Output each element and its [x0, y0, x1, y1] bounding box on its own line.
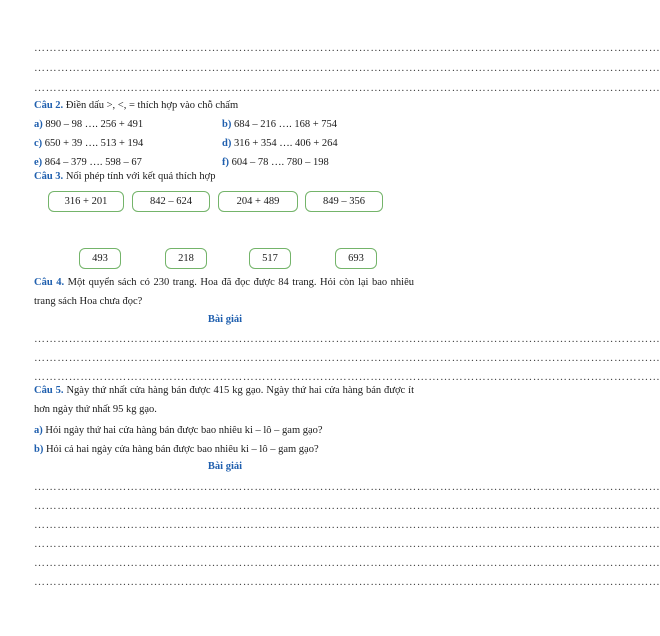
item-label: a) [34, 119, 43, 130]
answer-line: ……………………………………………………………………………………………………………………………………………… [34, 42, 660, 54]
expression-box[interactable]: 842 – 624 [132, 191, 210, 212]
result-box[interactable]: 493 [79, 248, 121, 269]
q2-item-d [222, 137, 338, 150]
question-4-label: Câu 4. [34, 277, 65, 288]
answer-line: ……………………………………………………………………………………………………………………………………………… [34, 576, 660, 588]
solution-title: Bài giải [207, 314, 243, 325]
result-box[interactable]: 218 [165, 248, 207, 269]
question-3-label: Câu 3. [34, 171, 64, 182]
item-label: b) [222, 119, 232, 130]
question-3-title [34, 170, 414, 183]
expression-box[interactable]: 204 + 489 [218, 191, 298, 212]
q5-part-a [34, 424, 323, 437]
item-label: d) [222, 138, 232, 149]
expression-box[interactable]: 316 + 201 [48, 191, 124, 212]
q2-item-b [222, 118, 337, 131]
answer-line: ……………………………………………………………………………………………………………………………………………… [34, 500, 660, 512]
item-text: 316 + 354 …. 406 + 264 [233, 138, 338, 149]
question-4-text: Một quyển sách có 230 trang. Hoa đã đọc được 84 trang. Hỏi còn lại bao nhiêu trang sách Hoa chưa đọc? [34, 277, 414, 307]
question-5 [34, 381, 414, 419]
result-box[interactable]: 693 [335, 248, 377, 269]
item-text: 890 – 98 …. 256 + 491 [45, 119, 144, 130]
answer-line: ……………………………………………………………………………………………………………………………………………… [34, 481, 660, 493]
item-text: 864 – 379 …. 598 – 67 [44, 157, 142, 168]
item-text: Hỏi cả hai ngày cửa hàng bán được bao nhiêu ki – lô – gam gạo? [45, 444, 319, 455]
question-2-text: Điền dấu >, <, = thích hợp vào chỗ chấm [65, 100, 239, 111]
answer-line: ……………………………………………………………………………………………………………………………………………… [34, 352, 660, 364]
question-5-label: Câu 5. [34, 385, 64, 396]
q2-item-f [222, 156, 329, 169]
item-text: 684 – 216 …. 168 + 754 [233, 119, 338, 130]
item-label: f) [222, 157, 229, 168]
question-2-title [34, 99, 414, 112]
question-4 [34, 273, 414, 311]
question-2-label: Câu 2. [34, 100, 64, 111]
solution-title: Bài giải [207, 461, 243, 472]
item-label: b) [34, 444, 44, 455]
q5-part-b [34, 443, 319, 456]
question-5-text: Ngày thứ nhất cửa hàng bán được 415 kg gạo. Ngày thứ hai cửa hàng bán được ít hơn ngày thứ nhất 95 kg gạo. [34, 385, 414, 415]
item-text: 604 – 78 …. 780 – 198 [231, 157, 329, 168]
item-text: 650 + 39 …. 513 + 194 [44, 138, 144, 149]
answer-line: ……………………………………………………………………………………………………………………………………………… [34, 333, 660, 345]
item-label: c) [34, 138, 43, 149]
answer-line: ……………………………………………………………………………………………………………………………………………… [34, 82, 660, 94]
item-label: e) [34, 157, 43, 168]
answer-line: ……………………………………………………………………………………………………………………………………………… [34, 557, 660, 569]
q2-item-a [34, 118, 143, 131]
expression-box[interactable]: 849 – 356 [305, 191, 383, 212]
answer-line: ……………………………………………………………………………………………………………………………………………… [34, 519, 660, 531]
answer-line: ……………………………………………………………………………………………………………………………………………… [34, 371, 660, 383]
answer-line: ……………………………………………………………………………………………………………………………………………… [34, 538, 660, 550]
q2-item-e [34, 156, 142, 169]
answer-line: ……………………………………………………………………………………………………………………………………………… [34, 62, 660, 74]
question-3-text: Nối phép tính với kết quả thích hợp [65, 171, 216, 182]
q2-item-c [34, 137, 143, 150]
result-box[interactable]: 517 [249, 248, 291, 269]
item-label: a) [34, 425, 43, 436]
item-text: Hỏi ngày thứ hai cửa hàng bán được bao nhiêu ki – lô – gam gạo? [45, 425, 323, 436]
